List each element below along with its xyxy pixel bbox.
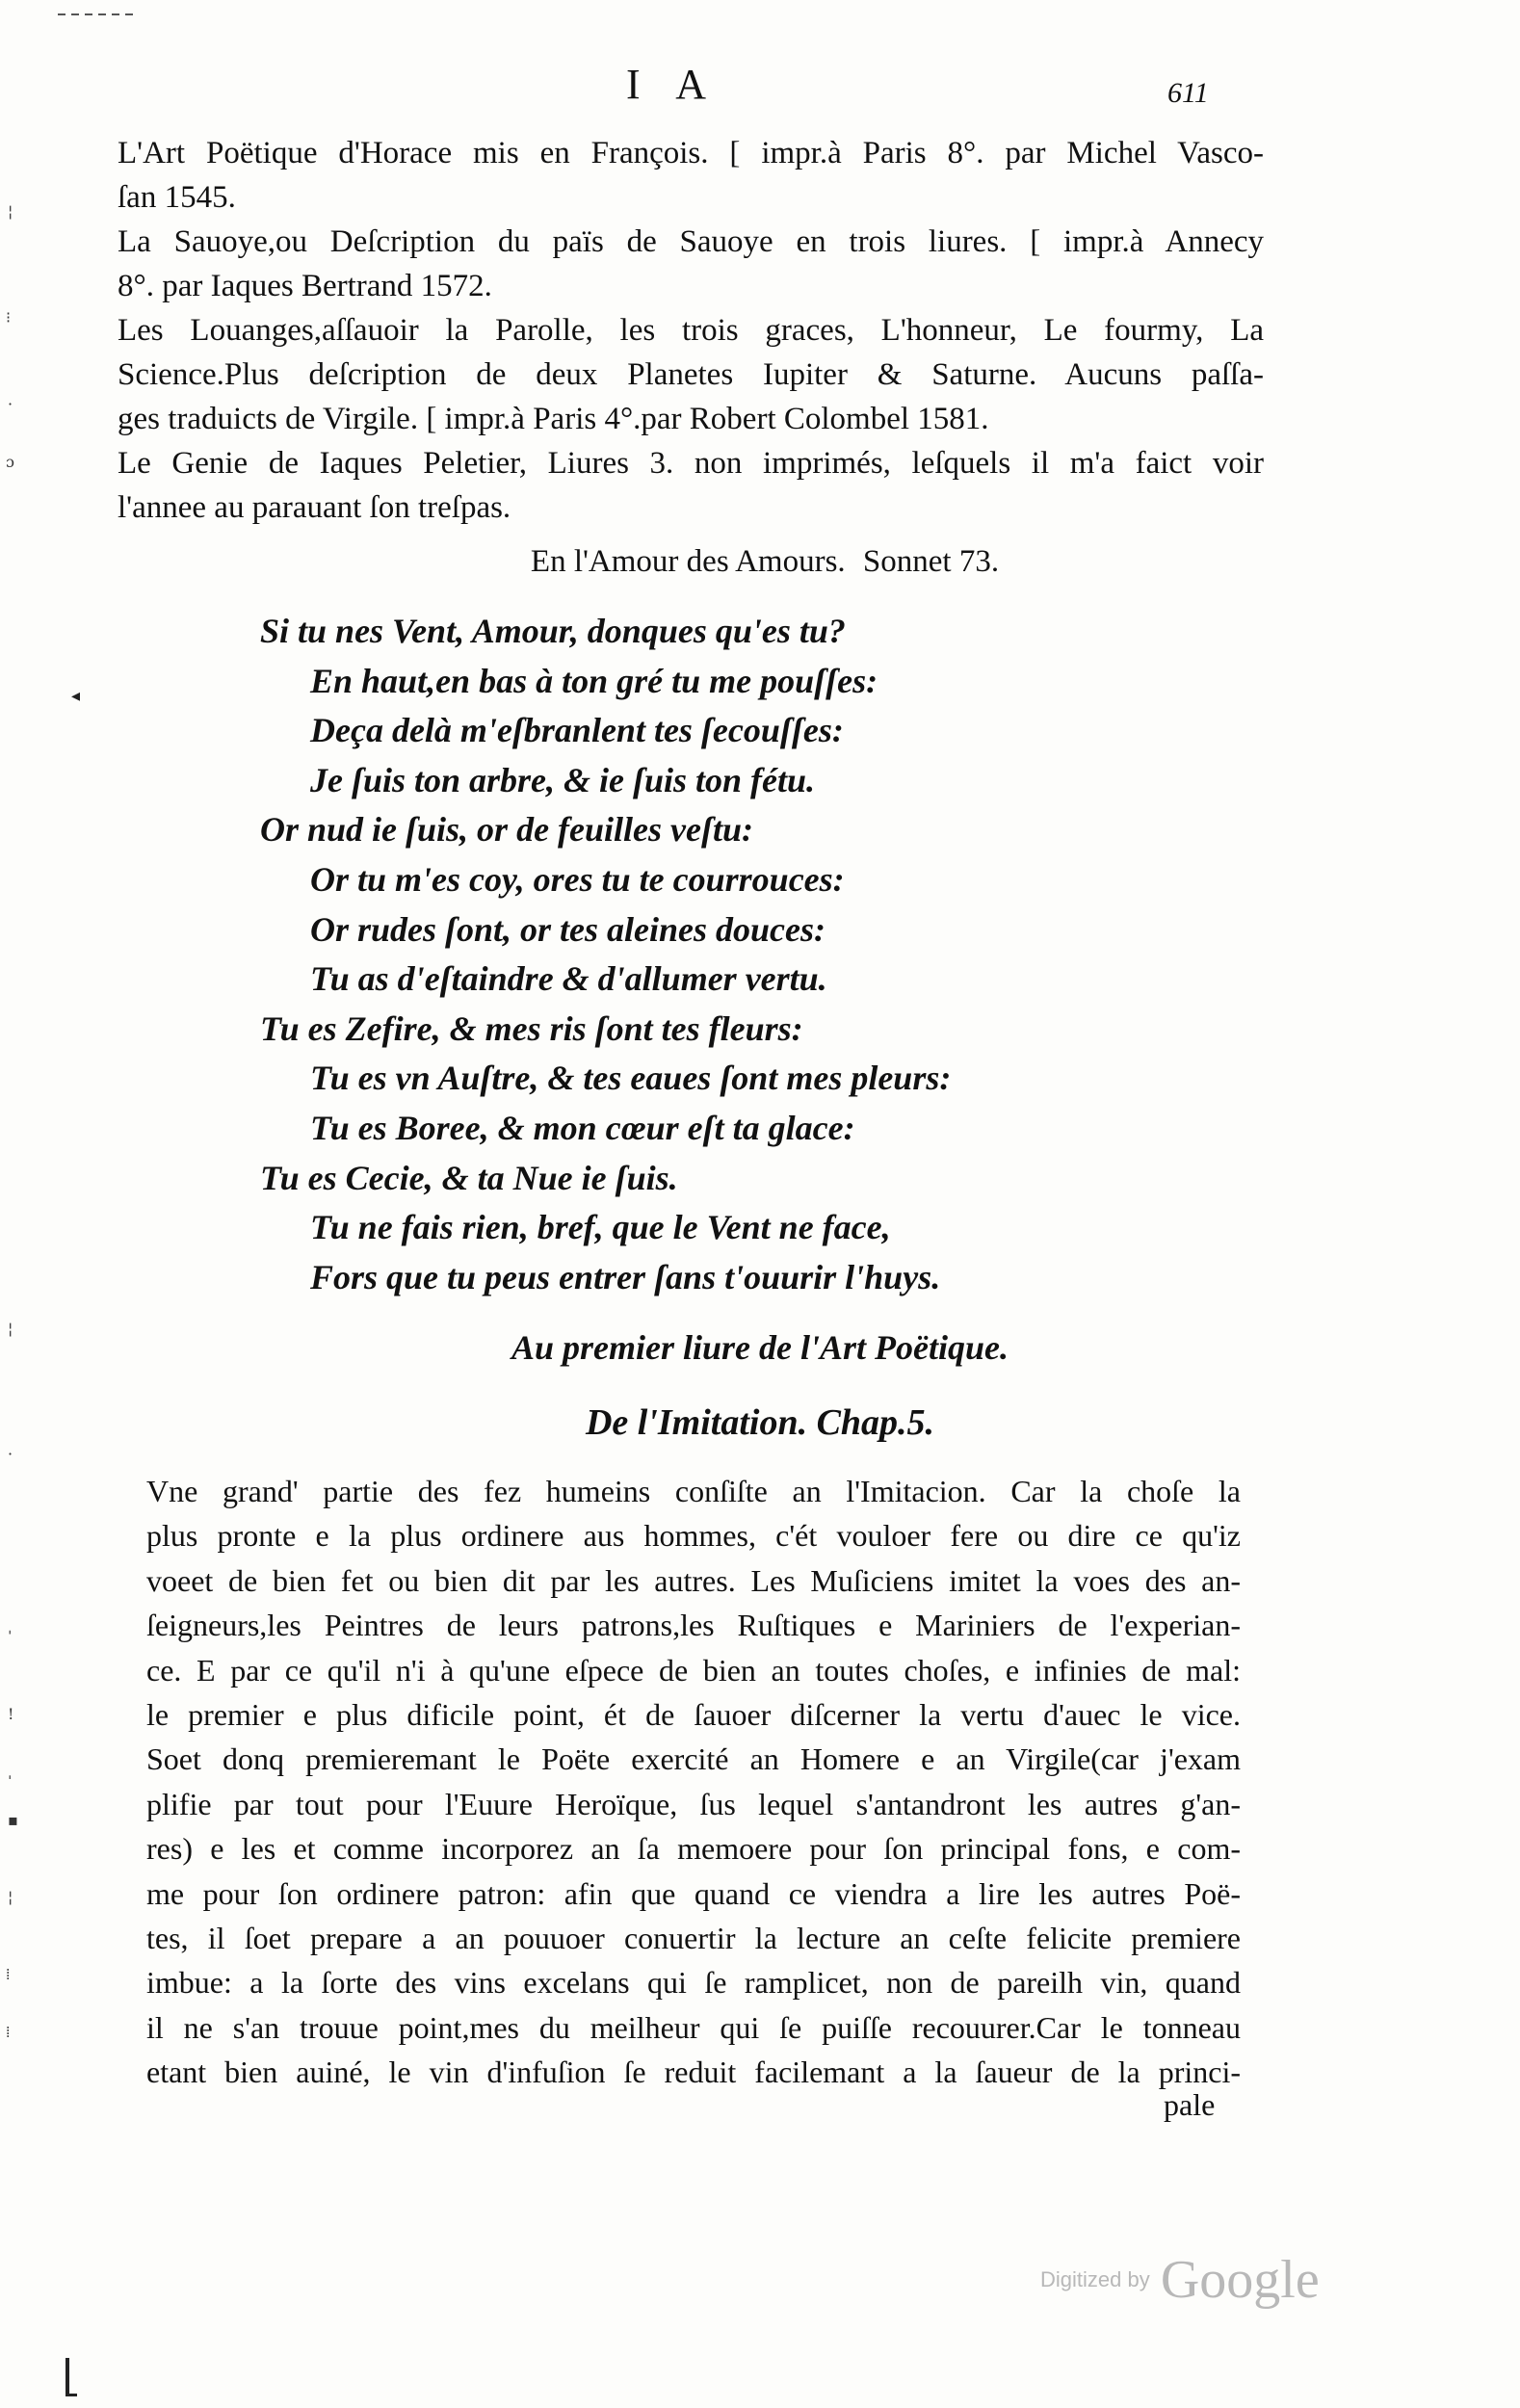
sonnet-title-text: En l'Amour des Amours. [530, 544, 846, 579]
bibliography-entries [118, 131, 1264, 530]
chapter-heading: De l'Imitation. Chap.5. [585, 1402, 935, 1443]
verse-line: Or tu m'es coy, ores tu te courrouces: [310, 860, 845, 899]
margin-pointer-icon: ◂ [71, 686, 81, 706]
margin-speck: ¦ [8, 1320, 13, 1338]
verse-line: Tu es Cecie, & ta Nue ie ſuis. [260, 1158, 678, 1197]
verse-line: Tu ne fais rien, bref, que le Vent ne face, [310, 1208, 891, 1247]
verse-line: Tu as d'eſtaindre & d'allumer vertu. [310, 959, 827, 999]
bibliography-line: 8°. par Iaques Bertrand 1572. [118, 269, 492, 303]
prose-line: le premier e plus dificile point, ét de ſauoer diſcerner la vertu d'auec le vice. [146, 1697, 1241, 1733]
margin-speck: ▪ [8, 1811, 18, 1829]
google-logo: Google [1160, 2250, 1320, 2310]
margin-stroke-mark [66, 2358, 69, 2396]
prose-line: etant bien auiné, le vin d'infuſion ſe reduit facilemant a la ſaueur de la princi- [146, 2055, 1241, 2090]
bibliography-line: Les Louanges,aſſauoir la Parolle, les trois graces, L'honneur, Le fourmy, La [118, 313, 1264, 348]
margin-speck: ! [8, 1705, 14, 1723]
margin-speck: ¦ [8, 202, 13, 221]
digitization-watermark [1040, 2249, 1320, 2311]
prose-line: voeet de bien fet ou bien dit par les autres. Les Muſiciens imitet la voes des an- [146, 1562, 1241, 1598]
prose-body [146, 1469, 1241, 2095]
prose-line: plifie par tout pour l'Euure Heroïque, ſus lequel s'antandront les autres g'an- [146, 1786, 1241, 1821]
bibliography-line: La Sauoye,ou Deſcription du païs de Sauoye en trois liures. [ impr.à Annecy [118, 224, 1264, 259]
bibliography-line: L'Art Poëtique d'Horace mis en François. [ impr.à Paris 8°. par Michel Vasco- [118, 136, 1264, 170]
margin-speck: ⁞ [6, 2023, 11, 2041]
running-head-title: I A [626, 61, 720, 108]
verse-line: Si tu nes Vent, Amour, donques qu'es tu? [260, 612, 846, 650]
verse-line: Tu es Zefire, & mes ris ſont tes fleurs: [260, 1008, 803, 1048]
prose-line: Soet donq premieremant le Poëte exercité an Homere e an Virgile(car j'exam [146, 1741, 1241, 1777]
margin-speck: ɔ [6, 453, 14, 471]
margin-speck: · [8, 395, 13, 413]
prose-line: res) e les et comme incorporez an ſa memoere pour ſon principal fons, e com- [146, 1831, 1241, 1867]
catchword: pale [1164, 2087, 1216, 2122]
prose-line: ſeigneurs,les Peintres de leurs patrons,les Ruſtiques e Mariniers de l'experian- [146, 1608, 1241, 1643]
verse-line: Or nud ie ſuis, or de feuilles veſtu: [260, 810, 753, 850]
prose-line: Vne grand' partie des fez humeins conſiſte an l'Imitacion. Car la choſe la [146, 1474, 1241, 1508]
verse-line: Fors que tu peus entrer ſans t'ouurir l'huys. [310, 1257, 941, 1296]
book-heading: Au premier liure de l'Art Poëtique. [511, 1328, 1009, 1367]
running-head [0, 60, 1520, 118]
bibliography-line: ſan 1545. [118, 180, 236, 215]
prose-line: ce. E par ce qu'il n'i à qu'une eſpece de bien an toutes choſes, e infinies de mal: [146, 1652, 1241, 1688]
margin-speck: ⁞ [6, 1965, 11, 1983]
left-margin-artifacts [0, 0, 39, 2408]
prose-line: tes, il ſoet prepare a an pouuoer conuertir la lecture an ceſte felicite premiere [146, 1921, 1241, 1956]
prose-line: plus pronte e la plus ordinere aus hommes, c'ét vouloer fere ou dire ce qu'iz [146, 1518, 1241, 1554]
verse-line: En haut,en bas à ton gré tu me pouſſes: [310, 661, 878, 700]
sonnet-title [0, 544, 1520, 580]
prose-line: imbue: a la ſorte des vins excelans qui ſe ramplicet, non de pareilh vin, quand [146, 1965, 1241, 2001]
corner-rule-mark [58, 13, 135, 15]
bibliography-line: ges traduicts de Virgile. [ impr.à Paris 4°.par Robert Colombel 1581. [118, 402, 989, 436]
watermark-prefix: Digitized by [1040, 2267, 1150, 2291]
verse-line: Deça delà m'eſbranlent tes ſecouſſes: [310, 711, 844, 750]
margin-speck: ˌ [8, 1763, 13, 1781]
margin-speck: · [8, 1445, 13, 1463]
prose-line: me pour ſon ordinere patron: afin que quand ce viendra a lire les autres Poë- [146, 1875, 1241, 1911]
prose-line: il ne s'an trouue point,mes du meilheur qui ſe puiſſe recouurer.Car le tonneau [146, 2009, 1241, 2045]
bibliography-line: Le Genie de Iaques Peletier, Liures 3. non imprimés, leſquels il m'a faict voir [118, 446, 1264, 481]
verse-line: Je ſuis ton arbre, & ie ſuis ton fétu. [310, 760, 816, 799]
verse-line: Tu es Boree, & mon cœur eſt ta glace: [310, 1109, 855, 1147]
page-number: 611 [1167, 77, 1209, 109]
verse-line: Or rudes ſont, or tes aleines douces: [310, 909, 826, 949]
bibliography-line: l'annee au parauant ſon treſpas. [118, 490, 511, 525]
margin-speck: ⁝ [6, 308, 12, 327]
verse-line: Tu es vn Auſtre, & tes eaues ſont mes pleurs: [310, 1059, 952, 1098]
sonnet-number: Sonnet 73. [862, 544, 1000, 579]
bibliography-line: Science.Plus deſcription de deux Planetes Iupiter & Saturne. Aucuns paſſa- [118, 357, 1264, 392]
margin-speck: ˈ [8, 1628, 13, 1646]
margin-speck: ¦ [8, 1888, 13, 1906]
